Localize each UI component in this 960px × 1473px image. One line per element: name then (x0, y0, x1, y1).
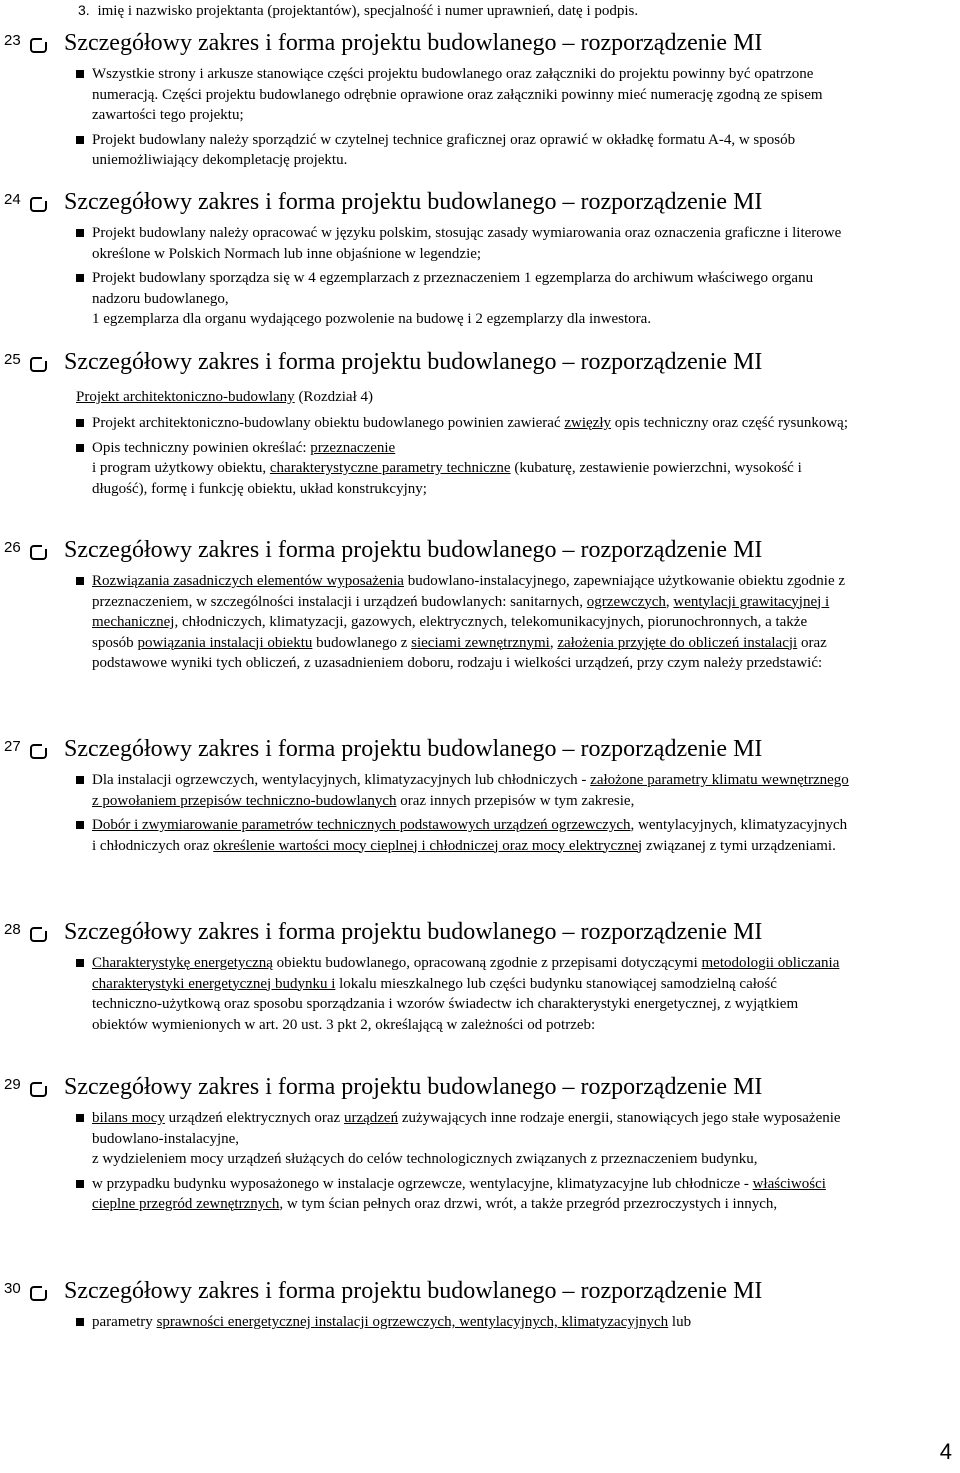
list-item (0, 1312, 960, 1333)
item-text-continued: 1 egzemplarza dla organu wydającego pozwolenie na budowę i 2 egzemplarzy dla inwestora. (92, 311, 652, 327)
underlined-run: określenie wartości mocy cieplnej i chłodniczej oraz mocy elektrycznej (213, 837, 643, 854)
text-run: z wydzieleniem mocy urządzeń służących do celów technologicznych związanych z przeznaczeniem budynku, (92, 1151, 758, 1167)
square-bullet-icon (76, 776, 84, 784)
section-title: Szczegółowy zakres i forma projektu budowlanego – rozporządzenie MI (64, 189, 763, 215)
underlined-run: założenia przyjęte do obliczeń instalacji (557, 634, 798, 651)
section-title: Szczegółowy zakres i forma projektu budowlanego – rozporządzenie MI (64, 1074, 763, 1100)
section-28 (0, 919, 960, 1039)
square-bullet-icon (76, 419, 84, 427)
underlined-run: charakterystyczne parametry techniczne (269, 460, 511, 476)
item-text: Projekt budowlany należy sporządzić w czytelnej technice graficznej oraz oprawić w okładkę formatu A-4, w sposób uniemożliwiający dekompletację projektu. (92, 131, 796, 168)
underlined-run: urządzeń (343, 1110, 399, 1126)
section-23 (0, 30, 960, 175)
list-item (0, 413, 960, 434)
item-text: Projekt budowlany należy opracować w języku polskim, stosując zasady wymiarowania oraz oznaczenia graficzne i literowe określone w Polskich Normach lub inne objaśnione w legendzie; (92, 225, 842, 262)
square-bullet-icon (76, 136, 84, 144)
text-run: , wentylacyjnych, klimatyzacyjnych i chłodniczych oraz (92, 817, 848, 854)
subheading (0, 387, 960, 407)
checkbox-icon (30, 197, 47, 212)
section-27 (0, 736, 960, 860)
section-title: Szczegółowy zakres i forma projektu budowlanego – rozporządzenie MI (64, 919, 763, 945)
text-run: lokalu mieszkalnego lub części budynku stanowiącej samodzielną całość techniczno-użytkową oraz sposobu sporządzania i wzorów świadectw ich charakterystyki energetycznej, z wyjątkiem obiektów wymienionych w art. 20 ust. 3 pkt 2, określającą w zależności od potrzeb: (92, 975, 799, 1033)
section-title: Szczegółowy zakres i forma projektu budowlanego – rozporządzenie MI (64, 736, 763, 762)
underlined-run: Dobór i zwymiarowanie parametrów technicznych podstawowych urządzeń ogrzewczych (92, 817, 631, 833)
section-number: 27 (4, 738, 21, 755)
list-item (0, 1108, 960, 1170)
text-run: , (549, 634, 558, 651)
text-run: związanej z tymi urządzeniami. (642, 837, 836, 854)
list-item (0, 268, 960, 330)
underlined-run: metodologii obliczania charakterystyki energetycznej budynku i (92, 955, 840, 992)
text-run: opis techniczny oraz część rysunkową; (611, 415, 848, 431)
section-header (0, 189, 960, 223)
square-bullet-icon (76, 1180, 84, 1188)
underlined-run: Charakterystykę energetyczną (92, 955, 273, 971)
checkbox-icon (30, 545, 47, 560)
section-number: 26 (4, 539, 21, 556)
section-title: Szczegółowy zakres i forma projektu budowlanego – rozporządzenie MI (64, 30, 763, 56)
subheading-underlined: Projekt architektoniczno-budowlany (76, 389, 295, 405)
text-run: , w tym ścian pełnych oraz drzwi, wrót, a także przegród przezroczystych i innych, (279, 1196, 778, 1212)
item-text: Projekt budowlany sporządza się w 4 egzemplarzach z przeznaczeniem 1 egzemplarza do archiwum właściwego organu nadzoru budowlanego, (92, 270, 814, 307)
underlined-run: sprawności energetycznej instalacji ogrzewczych, wentylacyjnych, klimatyzacyjnych (156, 1314, 669, 1330)
square-bullet-icon (76, 577, 84, 585)
list-item (0, 1174, 960, 1215)
text-run: Dla instalacji ogrzewczych, wentylacyjnych, klimatyzacyjnych lub chłodniczych - (92, 772, 591, 788)
list-item (0, 953, 960, 1035)
text-run: , (665, 593, 674, 610)
section-title: Szczegółowy zakres i forma projektu budowlanego – rozporządzenie MI (64, 349, 763, 375)
underlined-run: zwięzły (564, 415, 611, 431)
list-item (0, 130, 960, 171)
section-header (0, 30, 960, 64)
underlined-run: ogrzewczych (586, 593, 666, 610)
text-run: oraz podstawowe wyniki tych obliczeń, z uzasadnieniem doboru, rodzaju i wielkości urządzeń, przy czym należy przedstawić: (92, 634, 827, 671)
square-bullet-icon (76, 444, 84, 452)
section-number: 30 (4, 1280, 21, 1297)
text-run: obiektu budowlanego, opracowaną zgodnie z przepisami dotyczącymi (272, 955, 702, 971)
text-run: , chłodniczych, klimatyzacji, gazowych, elektrycznych, telekomunikacyjnych, piorunochronnych, a także sposób (92, 614, 808, 651)
text-run: oraz innych przepisów w tym zakresie, (396, 792, 635, 809)
section-30 (0, 1278, 960, 1337)
text-run: w przypadku budynku wyposażonego w instalacje ogrzewcze, wentylacyjne, klimatyzacyjne lub chłodnicze - (92, 1175, 753, 1192)
section-24 (0, 189, 960, 334)
underlined-run: bilans mocy (92, 1110, 165, 1126)
section-number: 29 (4, 1076, 21, 1093)
list-item (0, 64, 960, 126)
underlined-run: wentylacji grawitacyjnej i mechanicznej (92, 593, 830, 630)
section-header (0, 349, 960, 383)
checkbox-icon (30, 927, 47, 942)
section-header (0, 1278, 960, 1312)
square-bullet-icon (76, 229, 84, 237)
underlined-run: powiązania instalacji obiektu (137, 634, 313, 651)
item-text: Wszystkie strony i arkusze stanowiące części projektu budowlanego oraz załączniki do projektu powinny być opatrzone numeracją. Części projektu budowlanego odrębnie oprawione oraz załączniki powinny mieć numerację zgodną ze spisem zawartości tego projektu; (92, 66, 823, 123)
square-bullet-icon (76, 1318, 84, 1326)
page-number: 4 (939, 1439, 952, 1464)
text-run: (kubaturę, zestawienie powierzchni, wysokość i długość), formę i funkcję obiektu, układ konstrukcyjny; (92, 460, 802, 497)
text-run: budowlanego z (312, 634, 412, 651)
underlined-run: przeznaczenie (310, 439, 396, 456)
section-number: 28 (4, 921, 21, 938)
top-list-text: imię i nazwisko projektanta (projektantów), specjalność i numer uprawnień, datę i podpis. (97, 3, 639, 19)
section-header (0, 736, 960, 770)
section-header (0, 919, 960, 953)
list-item (0, 438, 960, 500)
list-item (0, 571, 960, 674)
checkbox-icon (30, 357, 47, 372)
underlined-run: sieciami zewnętrznymi (411, 634, 550, 651)
text-run: i program użytkowy obiektu, (92, 460, 270, 476)
underlined-run: właściwości cieplne przegród zewnętrznych (92, 1175, 826, 1212)
text-run: lub (668, 1314, 692, 1330)
square-bullet-icon (76, 821, 84, 829)
section-header (0, 1074, 960, 1108)
checkbox-icon (30, 38, 47, 53)
underlined-run: Rozwiązania zasadniczych elementów wyposażenia (92, 573, 404, 589)
top-list-number: 3. (78, 2, 90, 18)
section-number: 24 (4, 191, 21, 208)
section-26 (0, 537, 960, 678)
checkbox-icon (30, 1082, 47, 1097)
section-title: Szczegółowy zakres i forma projektu budowlanego – rozporządzenie MI (64, 537, 763, 563)
square-bullet-icon (76, 70, 84, 78)
text-run: Opis techniczny powinien określać: (92, 439, 311, 456)
text-run: zużywających inne rodzaje energii, stanowiących jego stałe wyposażenie budowlano-instalacyjne, (92, 1110, 841, 1147)
text-run: budowlano-instalacyjnego, zapewniające użytkowanie obiektu zgodnie z przeznaczeniem, w szczególności instalacji i urządzeń budowlanych: sanitarnych, (92, 573, 846, 610)
section-25 (0, 349, 960, 503)
square-bullet-icon (76, 274, 84, 282)
section-number: 23 (4, 32, 21, 49)
square-bullet-icon (76, 1114, 84, 1122)
section-number: 25 (4, 351, 21, 368)
section-29 (0, 1074, 960, 1219)
subheading-rest: (Rozdział 4) (294, 389, 373, 405)
text-run: Projekt architektoniczno-budowlany obiektu budowlanego powinien zawierać (92, 415, 565, 431)
checkbox-icon (30, 744, 47, 759)
list-item (0, 223, 960, 264)
list-item (0, 815, 960, 856)
text-run: parametry (92, 1314, 157, 1330)
section-header (0, 537, 960, 571)
text-run: urządzeń elektrycznych oraz (164, 1110, 344, 1126)
top-list-item (78, 2, 638, 20)
list-item (0, 770, 960, 811)
square-bullet-icon (76, 959, 84, 967)
underlined-run: założone parametry klimatu wewnętrznego z powołaniem przepisów techniczno-budowlanych (92, 772, 849, 809)
checkbox-icon (30, 1286, 47, 1301)
section-title: Szczegółowy zakres i forma projektu budowlanego – rozporządzenie MI (64, 1278, 763, 1304)
